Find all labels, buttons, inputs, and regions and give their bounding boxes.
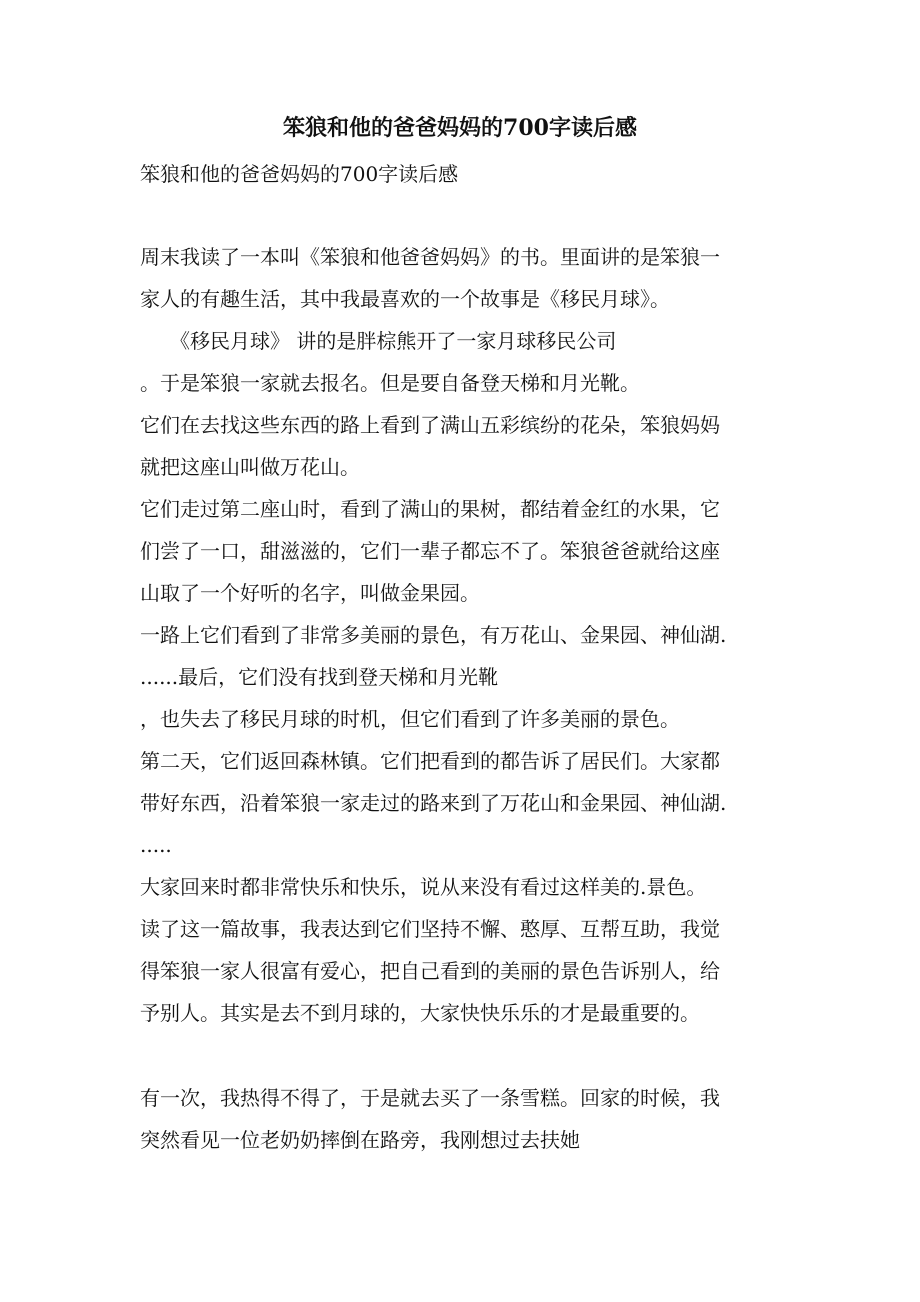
paragraph-line: 《移民月球》 讲的是胖棕熊开了一家月球移民公司: [140, 329, 617, 353]
paragraph-line: 它们在去找这些东西的路上看到了满山五彩缤纷的花朵，笨狼妈妈: [140, 413, 720, 437]
paragraph-line: 大家回来时都非常快乐和快乐，说从来没有看过这样美的.景色。: [140, 875, 707, 899]
paragraph-line: 周末我读了一本叫《笨狼和他爸爸妈妈》的书。里面讲的是笨狼一: [140, 245, 720, 269]
paragraph-line: 予别人。其实是去不到月球的，大家快快乐乐的才是最重要的。: [140, 1001, 700, 1025]
paragraph-line: 。于是笨狼一家就去报名。但是要自备登天梯和月光靴。: [140, 371, 640, 395]
subtitle-line: 笨狼和他的爸爸妈妈的700字读后感: [140, 162, 459, 186]
document-title: 笨狼和他的爸爸妈妈的700字读后感: [283, 115, 637, 141]
paragraph-line: 突然看见一位老奶奶摔倒在路旁，我刚想过去扶她: [140, 1128, 580, 1152]
paragraph-line: 读了这一篇故事，我表达到它们坚持不懈、憨厚、互帮互助，我觉: [140, 917, 720, 941]
paragraph-line: 带好东西，沿着笨狼一家走过的路来到了万花山和金果园、神仙湖.: [140, 791, 727, 815]
paragraph-line: ，也失去了移民月球的时机，但它们看到了许多美丽的景色。: [140, 707, 680, 731]
paragraph-line: 得笨狼一家人很富有爱心，把自己看到的美丽的景色告诉别人，给: [140, 959, 720, 983]
paragraph-line: 一路上它们看到了非常多美丽的景色，有万花山、金果园、神仙湖.: [140, 623, 727, 647]
paragraph-line: 山取了一个好听的名字，叫做金果园。: [140, 581, 480, 605]
paragraph-line: ......最后，它们没有找到登天梯和月光靴: [140, 665, 499, 689]
paragraph-line: 家人的有趣生活，其中我最喜欢的一个故事是《移民月球》。: [140, 287, 670, 311]
paragraph-line: 它们走过第二座山时，看到了满山的果树，都结着金红的水果，它: [140, 497, 720, 521]
paragraph-line: 们尝了一口，甜滋滋的，它们一辈子都忘不了。笨狼爸爸就给这座: [140, 539, 720, 563]
paragraph-line: 就把这座山叫做万花山。: [140, 455, 360, 479]
paragraph-line: 有一次，我热得不得了，于是就去买了一条雪糕。回家的时候，我: [140, 1086, 720, 1110]
paragraph-line: .....: [140, 833, 172, 857]
paragraph-line: 第二天，它们返回森林镇。它们把看到的都告诉了居民们。大家都: [140, 749, 720, 773]
